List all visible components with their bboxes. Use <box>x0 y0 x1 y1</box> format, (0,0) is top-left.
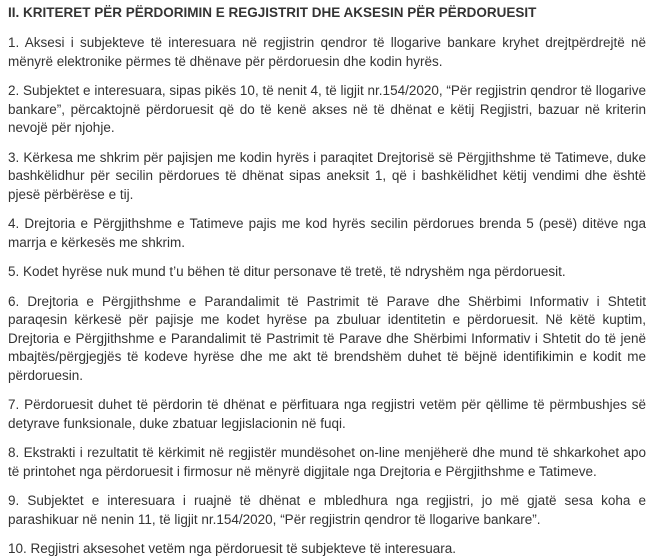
paragraph-3: 3. Kërkesa me shkrim për pajisjen me kodin hyrës i paraqitet Drejtorisë së Përgjithshme të Tatimeve, duke bashkëlidhur për secilin përdorues të dhënat sipas aneksit 1, që i bashkëlidhet këtij vendimi dhe është pjesë përbërëse e tij. <box>8 149 646 202</box>
paragraph-10: 10. Regjistri aksesohet vetëm nga përdoruesit të subjekteve të interesuara. <box>8 541 456 556</box>
paragraph-7: 7. Përdoruesit duhet të përdorin të dhënat e përfituara nga regjistri vetëm për qëllime të përmbushjes së detyrave funksionale, duke zbatuar legjislacionin në fuqi. <box>8 397 646 431</box>
section-heading: II. KRITERET PËR PËRDORIMIN E REGJISTRIT DHE AKSESIN PËR PËRDORUESIT <box>8 5 537 20</box>
paragraph-2: 2. Subjektet e interesuara, sipas pikës 10, të nenit 4, të ligjit nr.154/2020, “Për regjistrin qendror të llogarive bankare”, përcaktojnë përdoruesit që do të kenë akses në të dhënat e këtij Regjistri, bazuar në kriterin nevojë për njohje. <box>8 83 646 135</box>
paragraph-5: 5. Kodet hyrëse nuk mund t’u bëhen të ditur personave të tretë, të ndryshëm nga përdoruesit. <box>8 264 566 279</box>
paragraph-8: 8. Ekstrakti i rezultatit të kërkimit në regjistër mundësohet on-line menjëherë dhe mund të shkarkohet apo të printohet nga përdoruesit i firmosur në mënyrë digjitale nga Drejtoria e Përgjithshme e Tatimeve. <box>8 445 646 479</box>
paragraph-9: 9. Subjektet e interesuara i ruajnë të dhënat e mbledhura nga regjistri, jo më gjatë sesa koha e parashikuar në nenin 11, të ligjit nr.154/2020, “Për regjistrin qendror të llogarive bankare”. <box>8 493 646 527</box>
paragraph-6: 6. Drejtoria e Përgjithshme e Parandalimit të Pastrimit të Parave dhe Shërbimi Informativ i Shtetit paraqesin kërkesë për pajisje me kodet hyrëse pa zbuluar identitetin e përdoruesit. Në këtë kuptim, Drejtoria e Përgjithshme e Parandalimit të Pastrimit të Parave dhe Shërbimi Informativ i Shtetit do të jenë mbajtës/përgjegjës të kodeve hyrëse dhe me akt të brendshëm duhet të bëjnë identifikimin e kodit me përdoruesin. <box>8 293 646 383</box>
paragraph-1: 1. Aksesi i subjekteve të interesuara në regjistrin qendror të llogarive bankare kryhet drejtpërdrejtë në mënyrë elektronike përmes të dhënave për përdoruesin dhe kodin hyrës. <box>8 35 646 69</box>
paragraph-4: 4. Drejtoria e Përgjithshme e Tatimeve pajis me kod hyrës secilin përdorues brenda 5 (pesë) ditëve nga marrja e kërkesës me shkrim. <box>8 216 646 250</box>
